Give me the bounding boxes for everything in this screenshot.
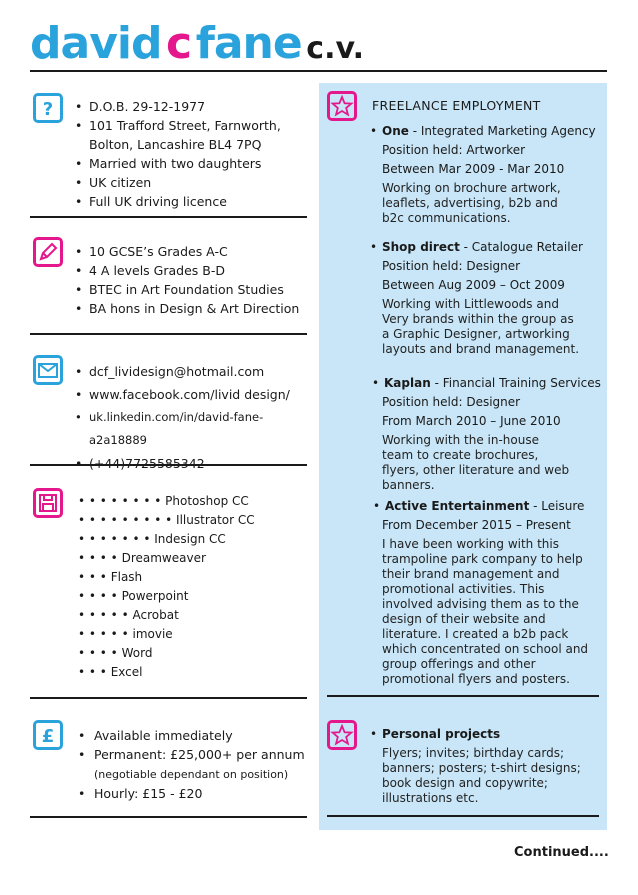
contact-list [75,360,315,475]
divider [30,216,307,218]
name-first: david [30,18,162,69]
facebook-link[interactable]: • www.facebook.com/livid design/ [75,383,315,406]
linkedin-link[interactable]: • uk.linkedin.com/in/david-fane-a2a18889 [75,406,315,452]
title-rule [30,70,607,72]
list-item: • Available immediately [78,726,308,745]
pound-icon [33,720,63,750]
star-icon [327,91,357,121]
skill-row: • • • • • imovie [78,627,173,641]
list-item: • BTEC in Art Foundation Studies [75,280,305,299]
list-item: • Full UK driving licence [75,192,305,211]
cv-label: c.v. [306,31,364,66]
skill-row: • • • Excel [78,665,143,679]
list-item: • 4 A levels Grades B-D [75,261,305,280]
envelope-icon [33,355,63,385]
list-item: • Married with two daughters [75,154,305,173]
skill-row: • • • • Dreamweaver [78,551,206,565]
freelance-heading: FREELANCE EMPLOYMENT [372,98,541,113]
personal-projects: • Personal projects Flyers; invites; birthday cards; banners; posters; t-shirt designs; book design and copywrite; illustrations etc. [382,725,610,806]
list-item: • D.O.B. 29-12-1977 [75,97,305,116]
divider [30,464,307,466]
job-entry: • Shop direct - Catalogue Retailer Position held: Designer Between Aug 2009 – Oct 2009 Working with Littlewoods and Very brands within the group as a Graphic Designer, artworking layouts and brand management. [382,238,610,357]
job-entry: • Active Entertainment - Leisure From December 2015 – Present I have been working with this trampoline park company to help their brand management and promotional activities. This involved advising them as to the design of their website and literature. I created a b2b pack which concentrated on school and group offerings and other promotional flyers and posters. [385,497,613,687]
skill-row: • • • Flash [78,570,143,584]
divider [327,695,599,697]
floppy-disk-icon [33,488,63,518]
star-icon [327,720,357,750]
job-entry: • Kaplan - Financial Training Services Position held: Designer From March 2010 – June 2010 Working with the in-house team to create brochures, flyers, other literature and web banners. [384,374,612,493]
pencil-icon [33,237,63,267]
list-item: • UK citizen [75,173,305,192]
skill-row: • • • • • • • • • Illustrator CC [78,513,255,527]
name-last: fane [195,18,302,69]
list-item: • 10 GCSE’s Grades A-C [75,242,305,261]
name-initial: c [166,18,192,69]
divider [327,815,599,817]
divider [30,333,307,335]
skill-row: • • • • Powerpoint [78,589,189,603]
svg-text:£: £ [41,726,55,747]
list-item: • 101 Trafford Street, Farnworth, Bolton, Lancashire BL4 7PQ [75,116,305,154]
skill-row: • • • • • • • • Photoshop CC [78,494,249,508]
list-item: • Permanent: £25,000+ per annum (negotiable dependant on position) [78,745,308,784]
availability-list [78,726,308,803]
svg-text:?: ? [42,99,54,120]
divider [30,697,307,699]
skill-row: • • • • • Acrobat [78,608,179,622]
list-item: • BA hons in Design & Art Direction [75,299,305,318]
continued-label: Continued.... [514,845,609,860]
skill-row: • • • • Word [78,646,153,660]
question-icon [33,93,63,123]
personal-list [75,97,305,211]
divider [30,816,307,818]
education-list [75,242,305,318]
cv-title [30,18,364,69]
list-item: • Hourly: £15 - £20 [78,784,308,803]
email-link[interactable]: • dcf_lividesign@hotmail.com [75,360,315,383]
skill-row: • • • • • • • Indesign CC [78,532,226,546]
job-entry: • One - Integrated Marketing Agency Position held: Artworker Between Mar 2009 - Mar 2010 Working on brochure artwork, leaflets, advertising, b2b and b2c communications. [382,122,610,226]
